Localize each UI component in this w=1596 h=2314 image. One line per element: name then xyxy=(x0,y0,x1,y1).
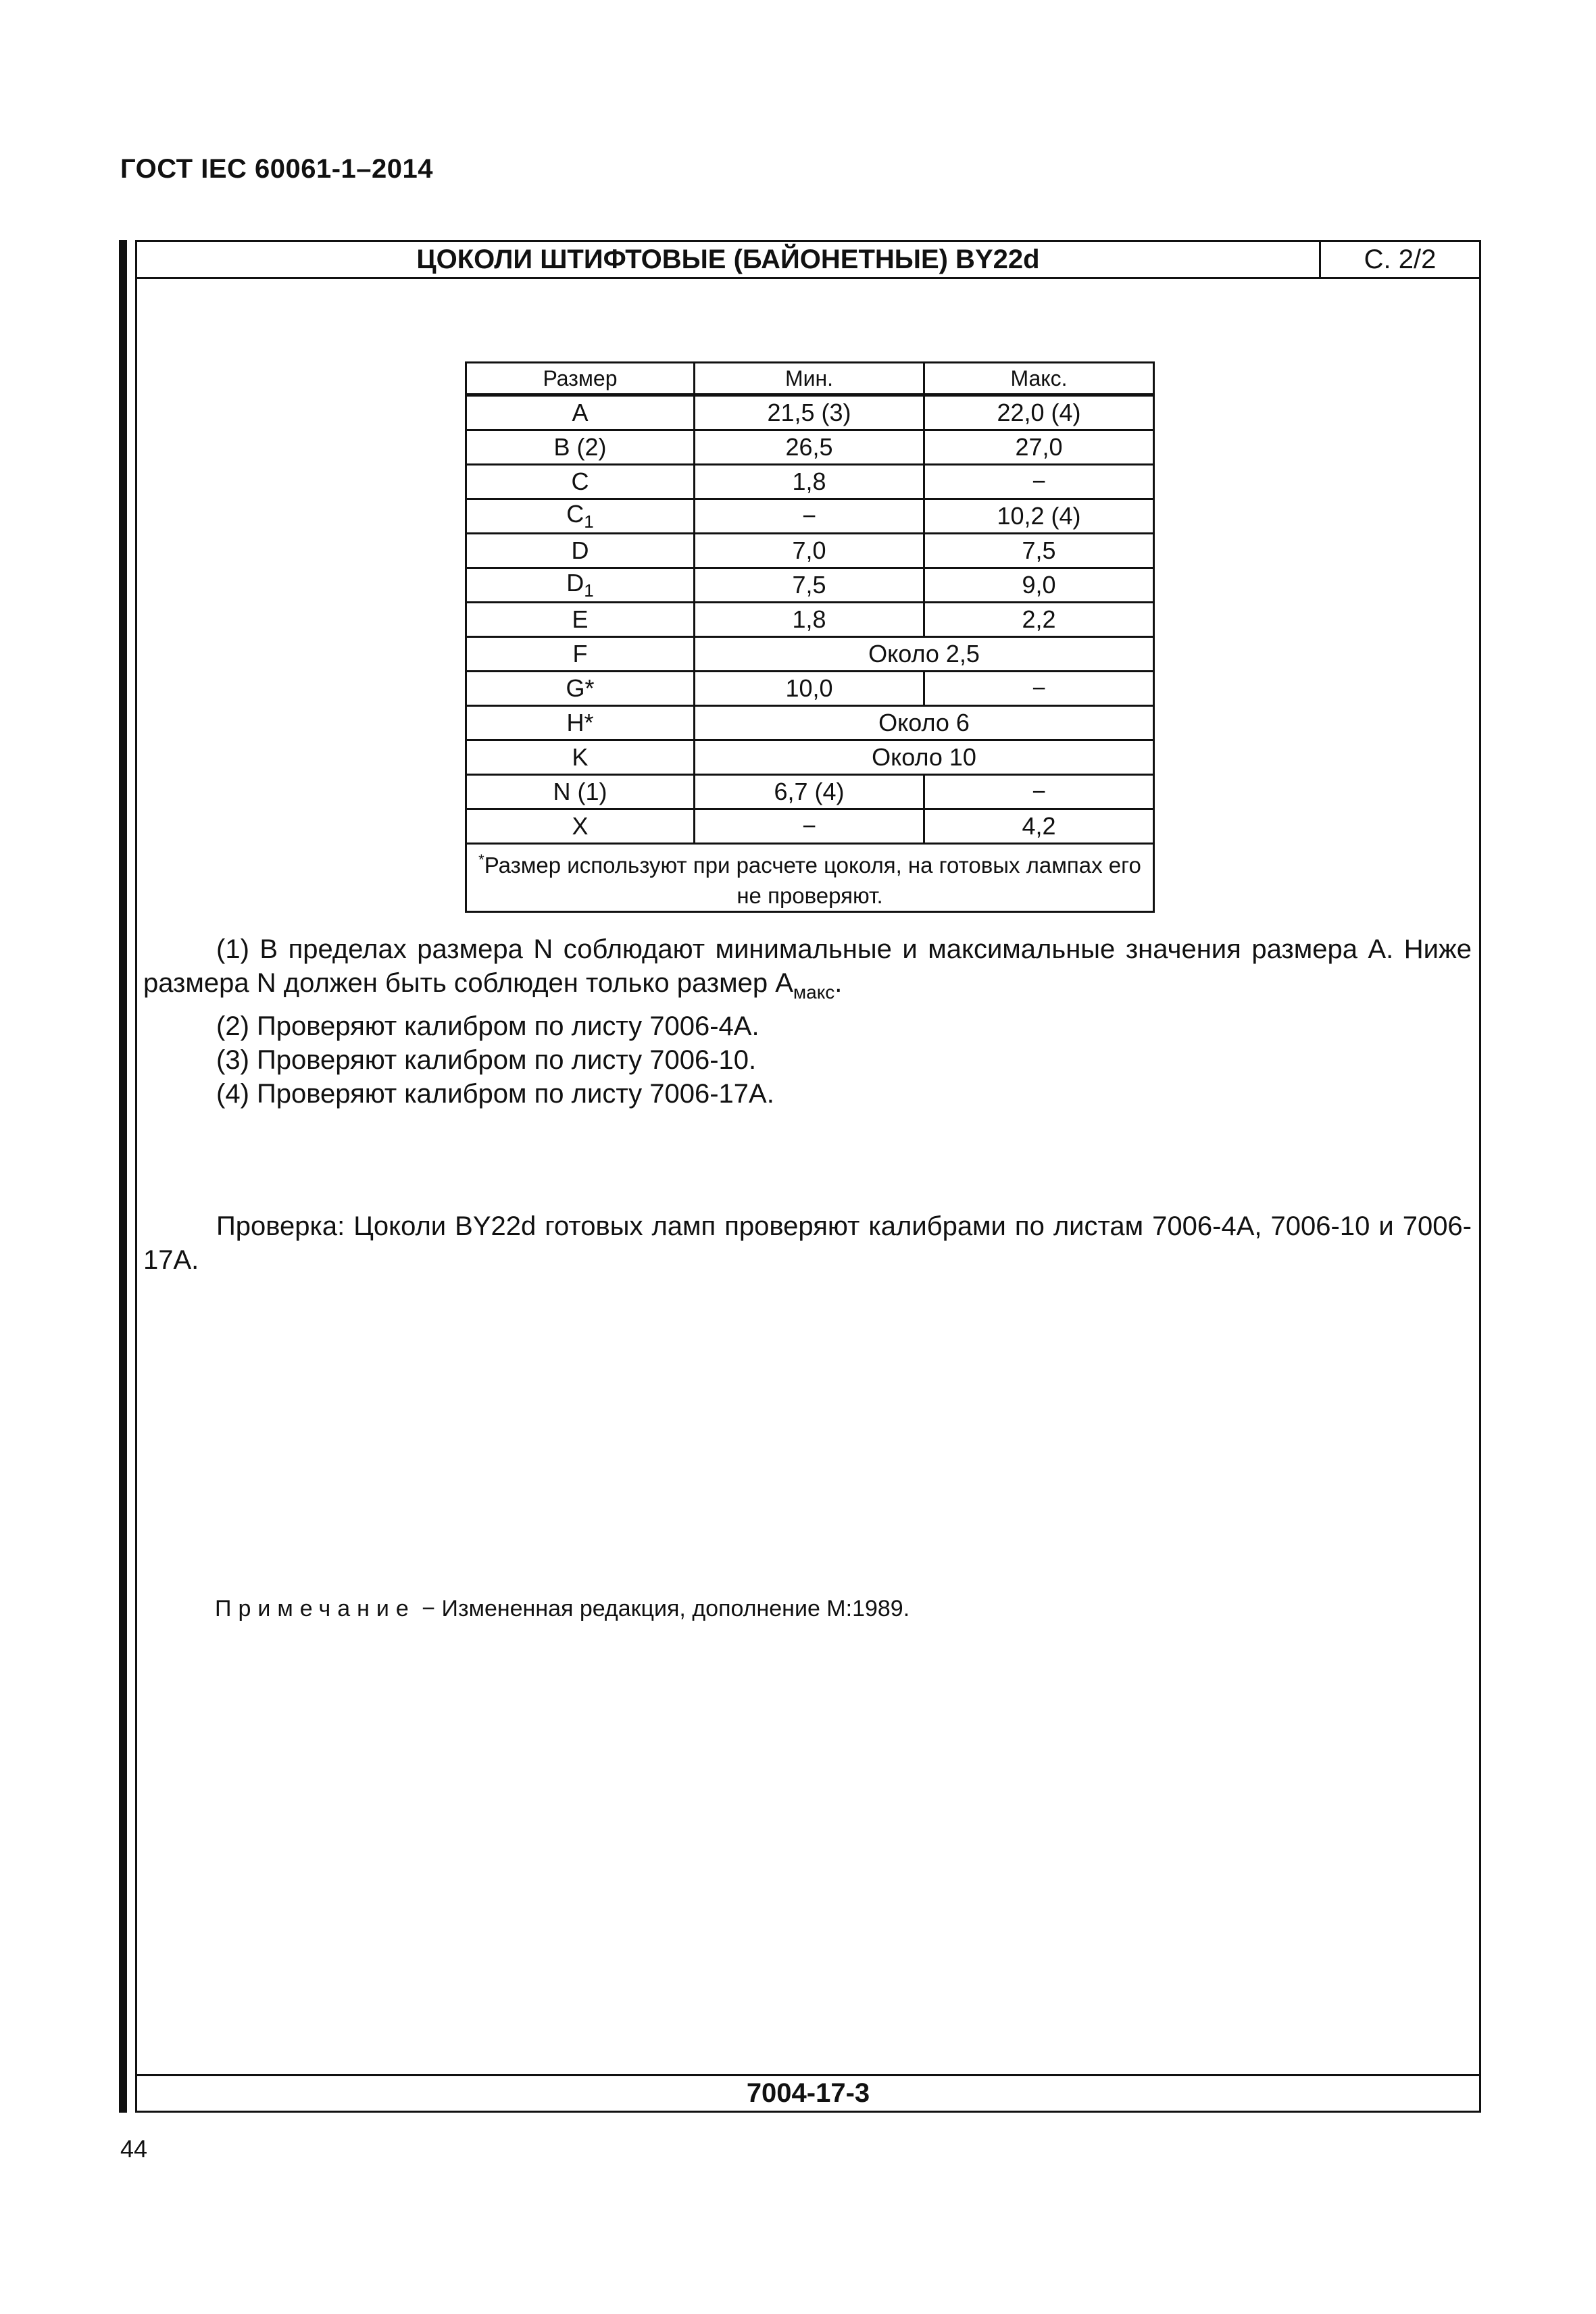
max-value: 27,0 xyxy=(924,430,1154,465)
table-row xyxy=(466,395,1154,430)
sheet-title: ЦОКОЛИ ШТИФТОВЫЕ (БАЙОНЕТНЫЕ) BY22d xyxy=(137,242,1321,279)
max-value: 10,2 (4) xyxy=(924,499,1154,534)
max-value: − xyxy=(924,672,1154,706)
approx-value: Около 6 xyxy=(695,706,1154,740)
table-row xyxy=(466,499,1154,534)
change-bar xyxy=(119,240,127,2113)
note-2: (2) Проверяют калибром по листу 7006-4A. xyxy=(216,1011,759,1041)
dimension-symbol: G* xyxy=(466,672,695,706)
document-code: ГОСТ IEC 60061-1–2014 xyxy=(120,154,434,184)
dimension-notes xyxy=(143,932,1472,1111)
min-value: 6,7 (4) xyxy=(695,775,924,809)
max-value: 22,0 (4) xyxy=(924,395,1154,430)
page-number: 44 xyxy=(120,2135,148,2163)
min-value: 7,0 xyxy=(695,534,924,568)
table-row xyxy=(466,706,1154,740)
dimension-symbol: K xyxy=(466,740,695,775)
min-value: 10,0 xyxy=(695,672,924,706)
table-row xyxy=(466,430,1154,465)
footnote-text: Размер используют при расчете цоколя, на готовых лампах его не проверяют. xyxy=(484,853,1141,908)
min-value: − xyxy=(695,499,924,534)
remark xyxy=(215,1596,909,1622)
max-value: − xyxy=(924,465,1154,499)
note-4: (4) Проверяют калибром по листу 7006-17A. xyxy=(216,1079,774,1109)
dimension-symbol: $D_1$ xyxy=(466,568,695,603)
note-1: (1) В пределах размера N соблюдают минимальные и максимальные значения размера A. Ниже размера N должен быть соблюден только размер $A_{макс}$. xyxy=(143,934,1472,1003)
table-row xyxy=(466,568,1154,603)
table-row xyxy=(466,603,1154,637)
dimension-symbol: N (1) xyxy=(466,775,695,809)
dimension-symbol: B (2) xyxy=(466,430,695,465)
min-value: − xyxy=(695,809,924,844)
dimension-symbol: C xyxy=(466,465,695,499)
dimension-symbol: D xyxy=(466,534,695,568)
dimension-symbol: H* xyxy=(466,706,695,740)
dimension-symbol: X xyxy=(466,809,695,844)
table-row xyxy=(466,534,1154,568)
remark-label: Примечание xyxy=(215,1596,416,1621)
column-header-max: Макс. xyxy=(924,363,1154,395)
approx-value: Около 2,5 xyxy=(695,637,1154,672)
table-row xyxy=(466,465,1154,499)
sheet-footer-code: 7004-17-3 xyxy=(137,2074,1479,2111)
approx-value: Около 10 xyxy=(695,740,1154,775)
min-value: 21,5 (3) xyxy=(695,395,924,430)
table-footnote-row xyxy=(466,844,1154,912)
dimension-symbol: $C_1$ xyxy=(466,499,695,534)
verification-paragraph: Проверка: Цоколи BY22d готовых ламп проверяют калибрами по листам 7006-4A, 7006-10 и 7006-17A. xyxy=(143,1211,1472,1275)
max-value: 7,5 xyxy=(924,534,1154,568)
min-value: 1,8 xyxy=(695,603,924,637)
table-footnote xyxy=(466,844,1154,912)
table-row xyxy=(466,637,1154,672)
dimension-symbol: A xyxy=(466,395,695,430)
dimension-symbol: E xyxy=(466,603,695,637)
max-value: 2,2 xyxy=(924,603,1154,637)
min-value: 1,8 xyxy=(695,465,924,499)
footnote-mark: * xyxy=(478,851,484,868)
min-value: 7,5 xyxy=(695,568,924,603)
note-3: (3) Проверяют калибром по листу 7006-10. xyxy=(216,1045,757,1075)
table-row xyxy=(466,740,1154,775)
dimensions-table xyxy=(465,361,1155,913)
column-header-min: Мин. xyxy=(695,363,924,395)
remark-text: − Измененная редакция, дополнение M:1989. xyxy=(415,1596,910,1621)
column-header-dimension: Размер xyxy=(466,363,695,395)
table-row xyxy=(466,809,1154,844)
max-value: 4,2 xyxy=(924,809,1154,844)
table-row xyxy=(466,775,1154,809)
max-value: 9,0 xyxy=(924,568,1154,603)
min-value: 26,5 xyxy=(695,430,924,465)
table-header-row xyxy=(466,363,1154,395)
sheet-page-label: С. 2/2 xyxy=(1321,242,1479,279)
dimension-symbol: F xyxy=(466,637,695,672)
table-row xyxy=(466,672,1154,706)
max-value: − xyxy=(924,775,1154,809)
